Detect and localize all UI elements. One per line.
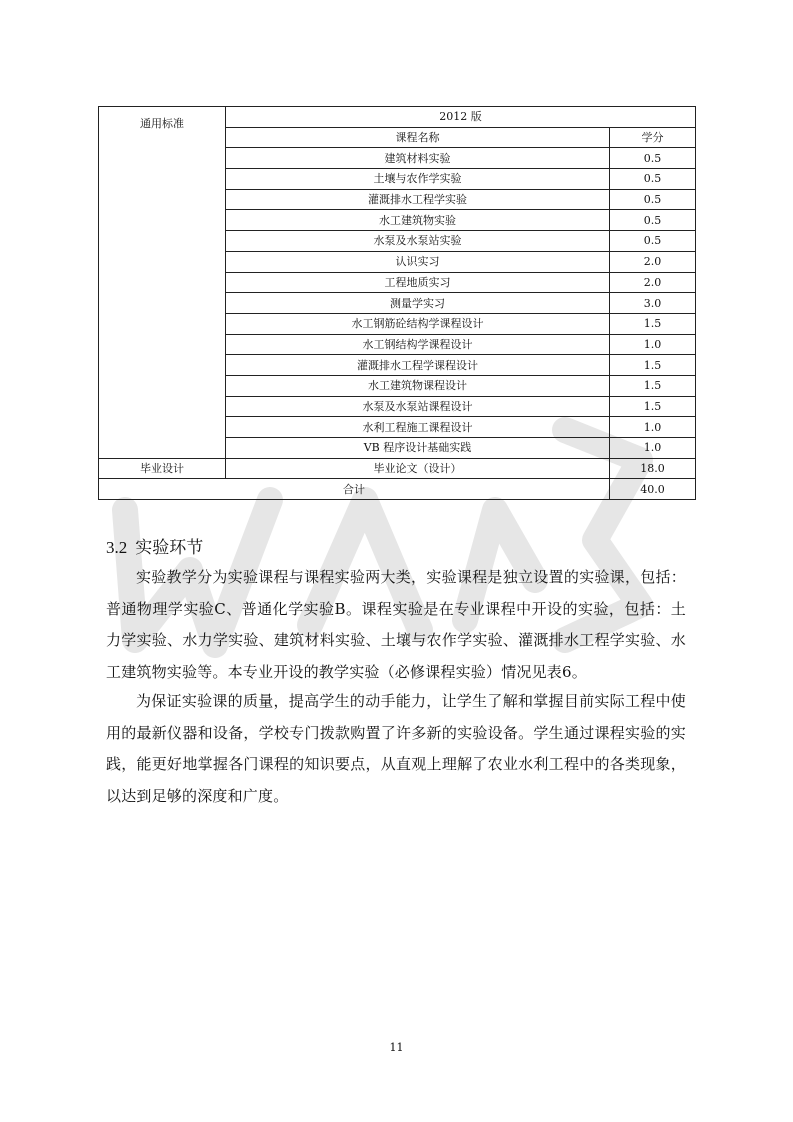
total-credit-cell: 40.0: [610, 479, 696, 500]
version-cell: 2012 版: [226, 107, 696, 128]
course-cell: 水泵及水泵站课程设计: [226, 396, 610, 417]
credit-cell: 0.5: [610, 148, 696, 169]
section-number: 3.2: [106, 538, 128, 557]
total-row: [99, 479, 696, 500]
section-title: 实验环节: [135, 538, 204, 558]
paragraph: 为保证实验课的质量，提高学生的动手能力，让学生了解和掌握目前实际工程中使用的最新仪器和设备，学校专门拨款购置了许多新的实验设备。学生通过课程实验的实践，能更好地掌握各门课程的知识要点，从直观上理解了农业水利工程中的各类现象，以达到足够的深度和广度。: [106, 692, 686, 805]
course-cell: 工程地质实习: [226, 272, 610, 293]
course-cell: 土壤与农作学实验: [226, 169, 610, 190]
credit-cell: 1.0: [610, 438, 696, 459]
course-cell: 灌溉排水工程学实验: [226, 189, 610, 210]
graduation-credit-cell: 18.0: [610, 458, 696, 479]
course-cell: 测量学实习: [226, 293, 610, 314]
graduation-course-cell: 毕业论文（设计）: [226, 458, 610, 479]
credit-cell: 2.0: [610, 272, 696, 293]
table-row: [99, 107, 696, 128]
credit-cell: 0.5: [610, 189, 696, 210]
graduation-row: [99, 458, 696, 479]
category-general-cell: 通用标准: [99, 107, 226, 459]
credit-cell: 3.0: [610, 293, 696, 314]
course-cell: 建筑材料实验: [226, 148, 610, 169]
credit-cell: 0.5: [610, 169, 696, 190]
course-cell: 水泵及水泵站实验: [226, 231, 610, 252]
header-course: 课程名称: [226, 127, 610, 148]
credit-cell: 2.0: [610, 251, 696, 272]
section-heading: [106, 533, 203, 558]
course-cell: 水工钢筋砼结构学课程设计: [226, 313, 610, 334]
graduation-category-cell: 毕业设计: [99, 458, 226, 479]
credit-cell: 1.0: [610, 417, 696, 438]
credit-cell: 1.5: [610, 396, 696, 417]
credit-cell: 1.5: [610, 375, 696, 396]
course-cell: VB 程序设计基础实践: [226, 438, 610, 459]
course-cell: 灌溉排水工程学课程设计: [226, 355, 610, 376]
course-cell: 认识实习: [226, 251, 610, 272]
paragraph: 实验教学分为实验课程与课程实验两大类，实验课程是独立设置的实验课，包括：普通物理学实验C、普通化学实验B。课程实验是在专业课程中开设的实验，包括：土力学实验、水力学实验、建筑材料实验、土壤与农作学实验、灌溉排水工程学实验、水工建筑物实验等。本专业开设的教学实验（必修课程实验）情况见表6。: [106, 568, 686, 681]
credits-table: [98, 106, 696, 500]
credit-cell: 1.5: [610, 313, 696, 334]
course-cell: 水工钢结构学课程设计: [226, 334, 610, 355]
course-cell: 水工建筑物实验: [226, 210, 610, 231]
credit-cell: 1.0: [610, 334, 696, 355]
header-credit: 学分: [610, 127, 696, 148]
page-number: 11: [389, 1041, 404, 1054]
total-label-cell: 合计: [99, 479, 610, 500]
credit-cell: 1.5: [610, 355, 696, 376]
credit-cell: 0.5: [610, 231, 696, 252]
credit-cell: 0.5: [610, 210, 696, 231]
course-cell: 水工建筑物课程设计: [226, 375, 610, 396]
course-cell: 水利工程施工课程设计: [226, 417, 610, 438]
